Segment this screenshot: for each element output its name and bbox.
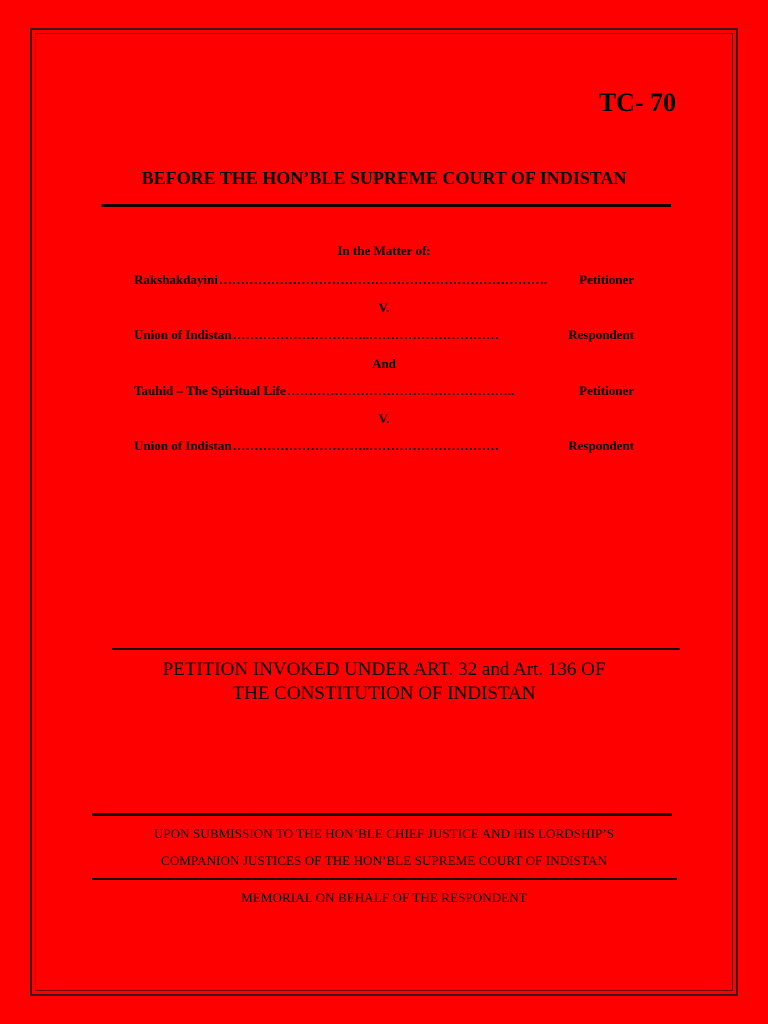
versus-separator: V. bbox=[378, 300, 390, 315]
petition-rule bbox=[112, 648, 680, 650]
submission-line-2: COMPANION JUSTICES OF THE HON’BLE SUPREME COURT OF INDISTAN bbox=[161, 853, 607, 868]
petition-heading bbox=[0, 658, 768, 706]
submission-line-1: UPON SUBMISSION TO THE HON’BLE CHIEF JUSTICE AND HIS LORDSHIP’S bbox=[153, 826, 615, 841]
party-line-petitioner-1 bbox=[134, 272, 634, 288]
and-separator: And bbox=[372, 356, 396, 371]
leader-dots: …………………………………………….. bbox=[286, 383, 515, 398]
party-line-respondent-1 bbox=[134, 327, 634, 343]
submission-bottom-rule bbox=[92, 878, 677, 880]
versus-separator: V. bbox=[378, 411, 390, 426]
memorial-line: MEMORIAL ON BEHALF OF THE RESPONDENT bbox=[241, 890, 527, 905]
court-title: BEFORE THE HON’BLE SUPREME COURT OF INDISTAN bbox=[141, 168, 627, 188]
leader-dots: …………………………..………………………… bbox=[232, 438, 500, 453]
court-title-underline bbox=[101, 204, 671, 207]
party-role: Petitioner bbox=[579, 272, 634, 287]
submission-top-rule bbox=[92, 813, 672, 816]
party-line-petitioner-2 bbox=[134, 383, 634, 399]
team-code: TC- 70 bbox=[598, 88, 676, 117]
party-role: Petitioner bbox=[579, 383, 634, 398]
party-line-respondent-2 bbox=[134, 438, 634, 454]
matter-heading: In the Matter of: bbox=[337, 243, 431, 258]
party-name: Union of Indistan bbox=[134, 438, 232, 453]
leader-dots: …………………………………………………………………. bbox=[218, 272, 548, 287]
petition-line-1: PETITION INVOKED UNDER ART. 32 and Art. 136 OF bbox=[162, 659, 606, 680]
party-name: Rakshakdayini bbox=[134, 272, 218, 287]
party-role: Respondent bbox=[568, 438, 634, 453]
party-name: Tauhid – The Spiritual Life bbox=[134, 383, 286, 398]
party-role: Respondent bbox=[568, 327, 634, 342]
leader-dots: …………………………..………………………… bbox=[232, 327, 500, 342]
petition-line-2: THE CONSTITUTION OF INDISTAN bbox=[232, 683, 536, 704]
party-name: Union of Indistan bbox=[134, 327, 232, 342]
